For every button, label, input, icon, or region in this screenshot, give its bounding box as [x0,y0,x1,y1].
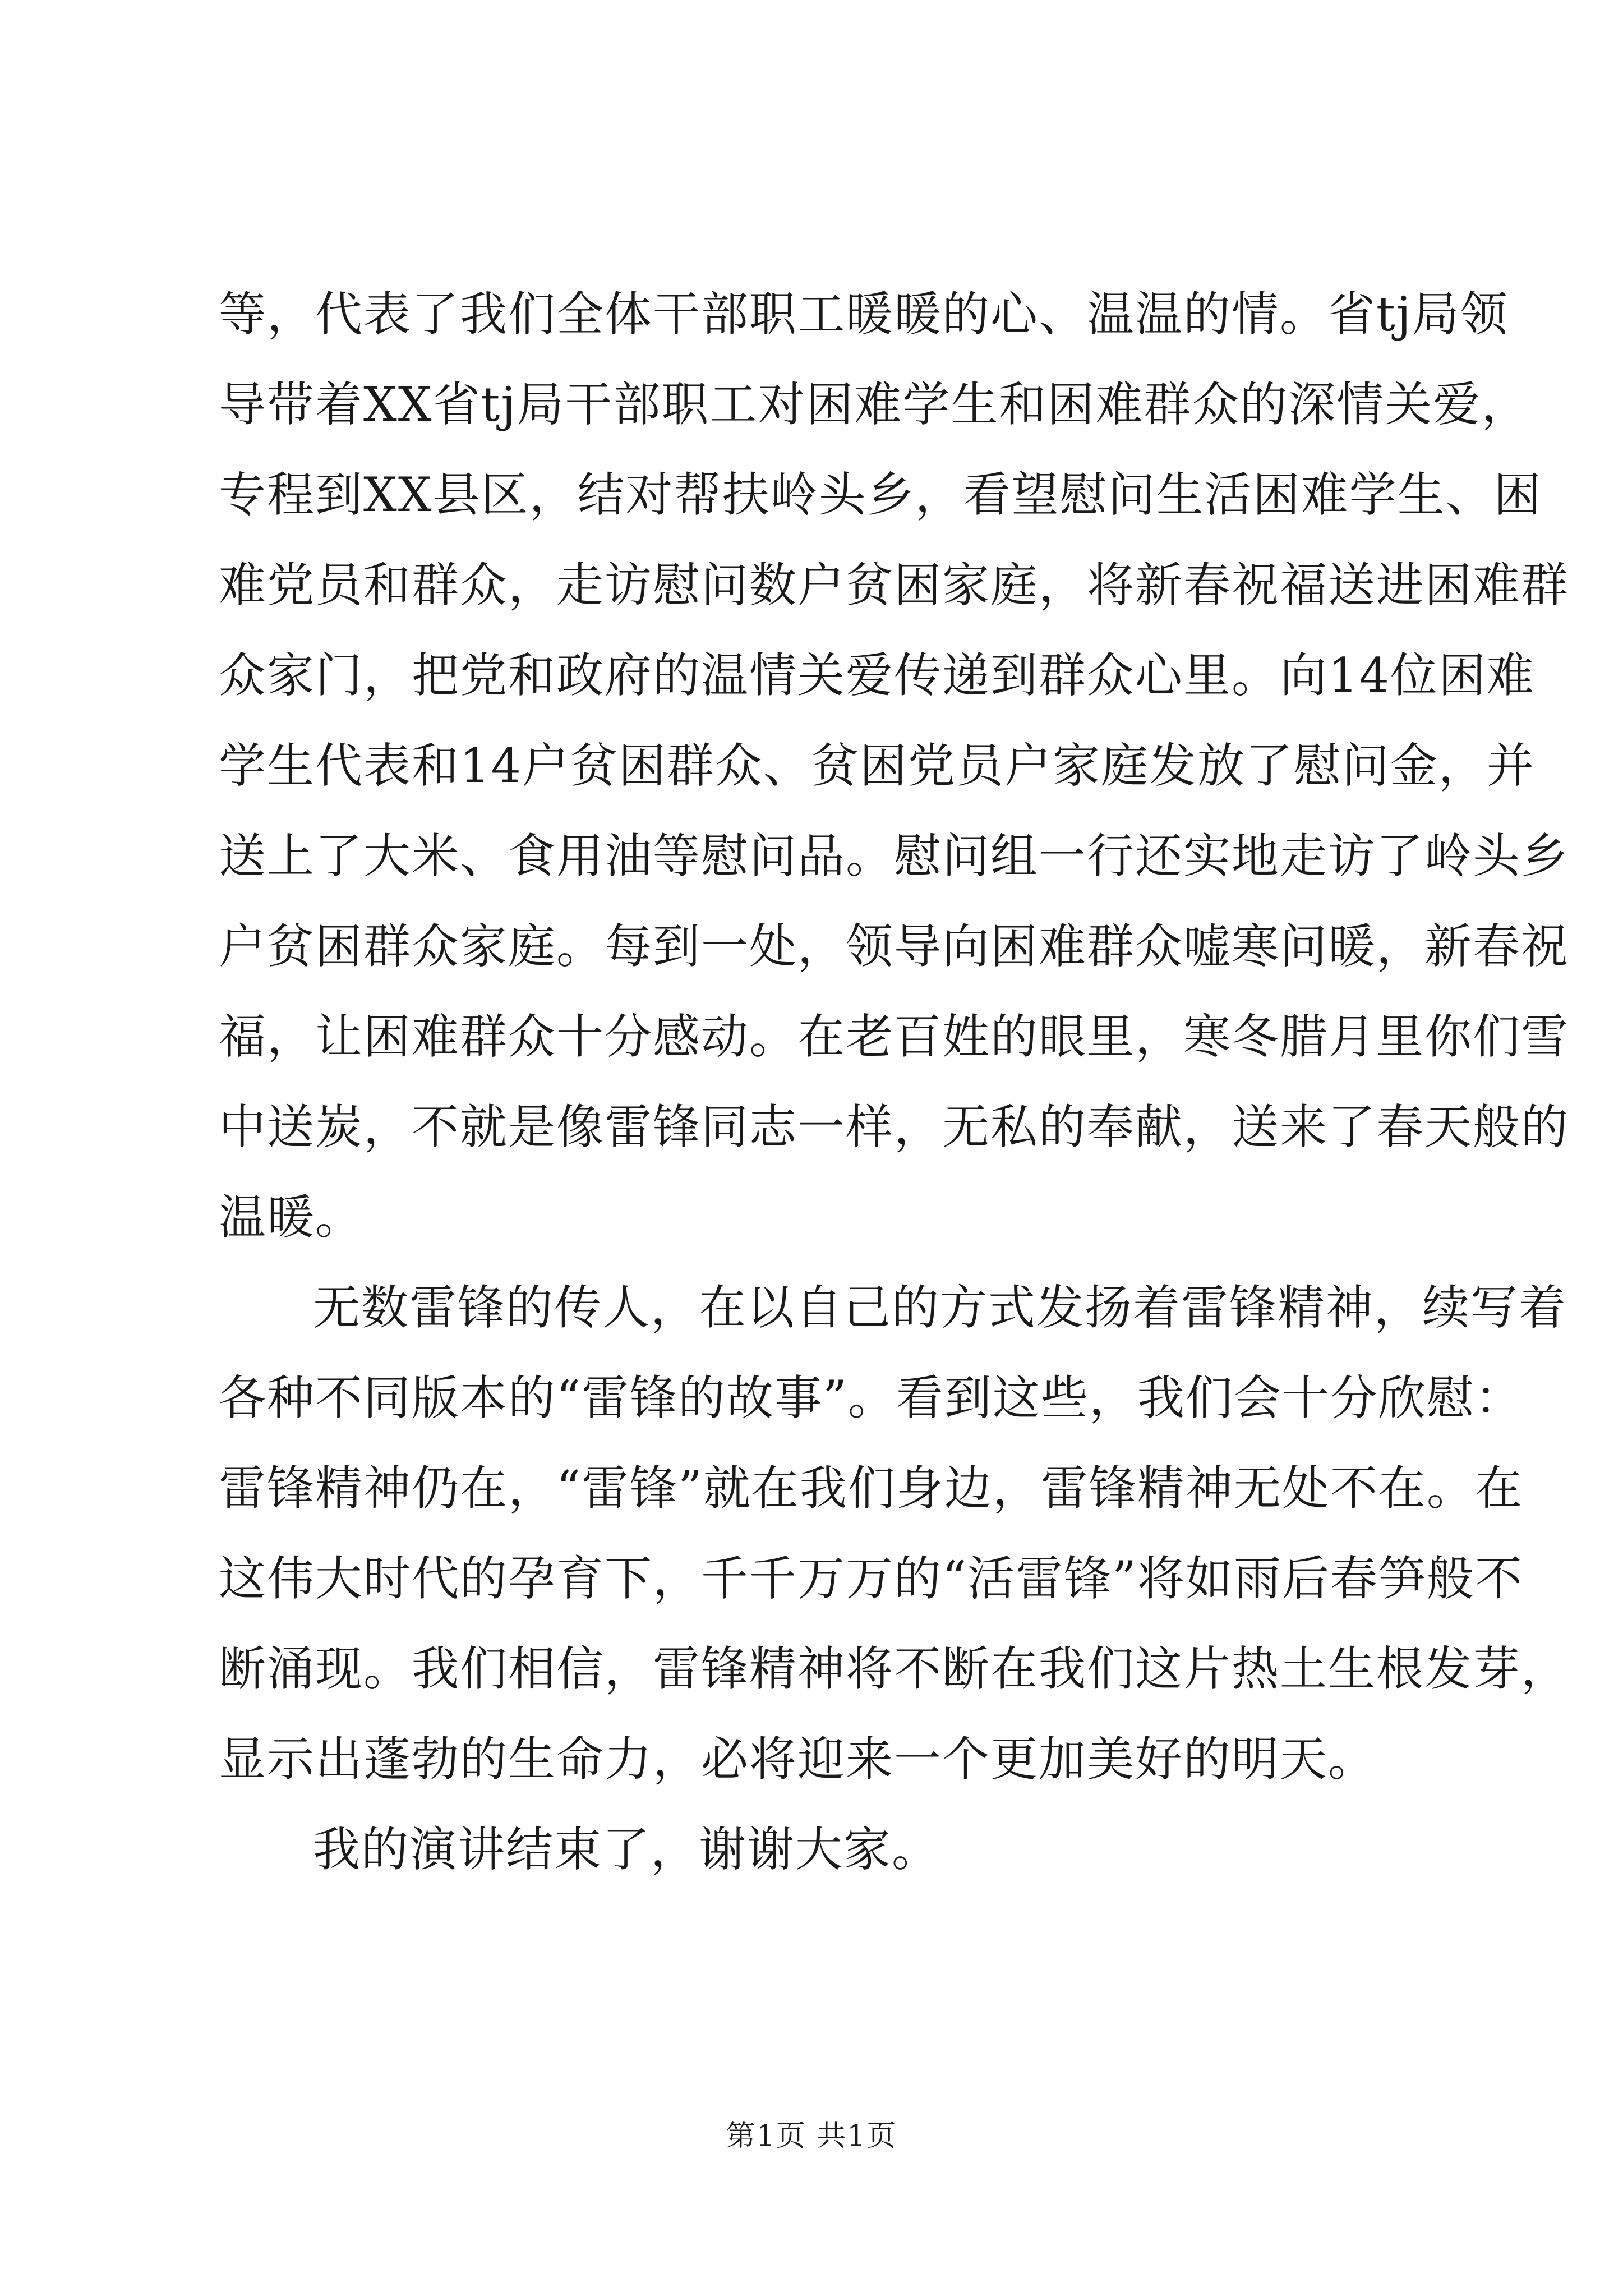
text-line: 送上了大米、食用油等慰问品。慰问组一行还实地走访了岭头乡 [219,829,1570,884]
page-footer [0,2112,1623,2154]
text-line: 显示出蓬勃的生命力，必将迎来一个更加美好的明天。 [219,1732,1377,1787]
paragraph [219,1263,1570,1805]
text-line: 户贫困群众家庭。每到一处，领导向困难群众嘘寒问暖，新春祝 [219,919,1570,974]
text-line: 导带着XX省tj局干部职工对困难学生和困难群众的深情关爱， [219,377,1530,432]
paragraph [219,1805,1410,1895]
page-number-label: 第1页 共1页 [726,2119,897,2153]
paragraph [219,269,1570,1263]
text-line: 各种不同版本的“雷锋的故事”。看到这些，我们会十分欣慰： [219,1370,1523,1425]
document-body [219,269,1570,1895]
text-line: 难党员和群众，走访慰问数户贫困家庭，将新春祝福送进困难群 [219,558,1570,613]
text-line: 众家门，把党和政府的温情关爱传递到群众心里。向14位困难 [219,648,1535,703]
text-line: 学生代表和14户贫困群众、贫困党员户家庭发放了慰问金，并 [219,738,1535,793]
text-line: 我的演讲结束了，谢谢大家。 [313,1822,940,1877]
text-line: 雷锋精神仍在，“雷锋”就在我们身边，雷锋精神无处不在。在 [219,1461,1523,1516]
text-line: 这伟大时代的孕育下，千千万万的“活雷锋”将如雨后春笋般不 [219,1551,1523,1606]
text-line: 等，代表了我们全体干部职工暖暖的心、温温的情。省tj局领 [219,287,1509,342]
text-line: 断涌现。我们相信，雷锋精神将不断在我们这片热土生根发芽， [219,1641,1570,1696]
text-line: 温暖。 [219,1190,364,1245]
text-line: 专程到XX县区，结对帮扶岭头乡，看望慰问生活困难学生、困 [219,467,1542,522]
text-line: 无数雷锋的传人，在以自己的方式发扬着雷锋精神，续写着 [313,1280,1567,1335]
text-line: 中送炭，不就是像雷锋同志一样，无私的奉献，送来了春天般的 [219,1099,1570,1154]
text-line: 福，让困难群众十分感动。在老百姓的眼里，寒冬腊月里你们雪 [219,1009,1570,1064]
